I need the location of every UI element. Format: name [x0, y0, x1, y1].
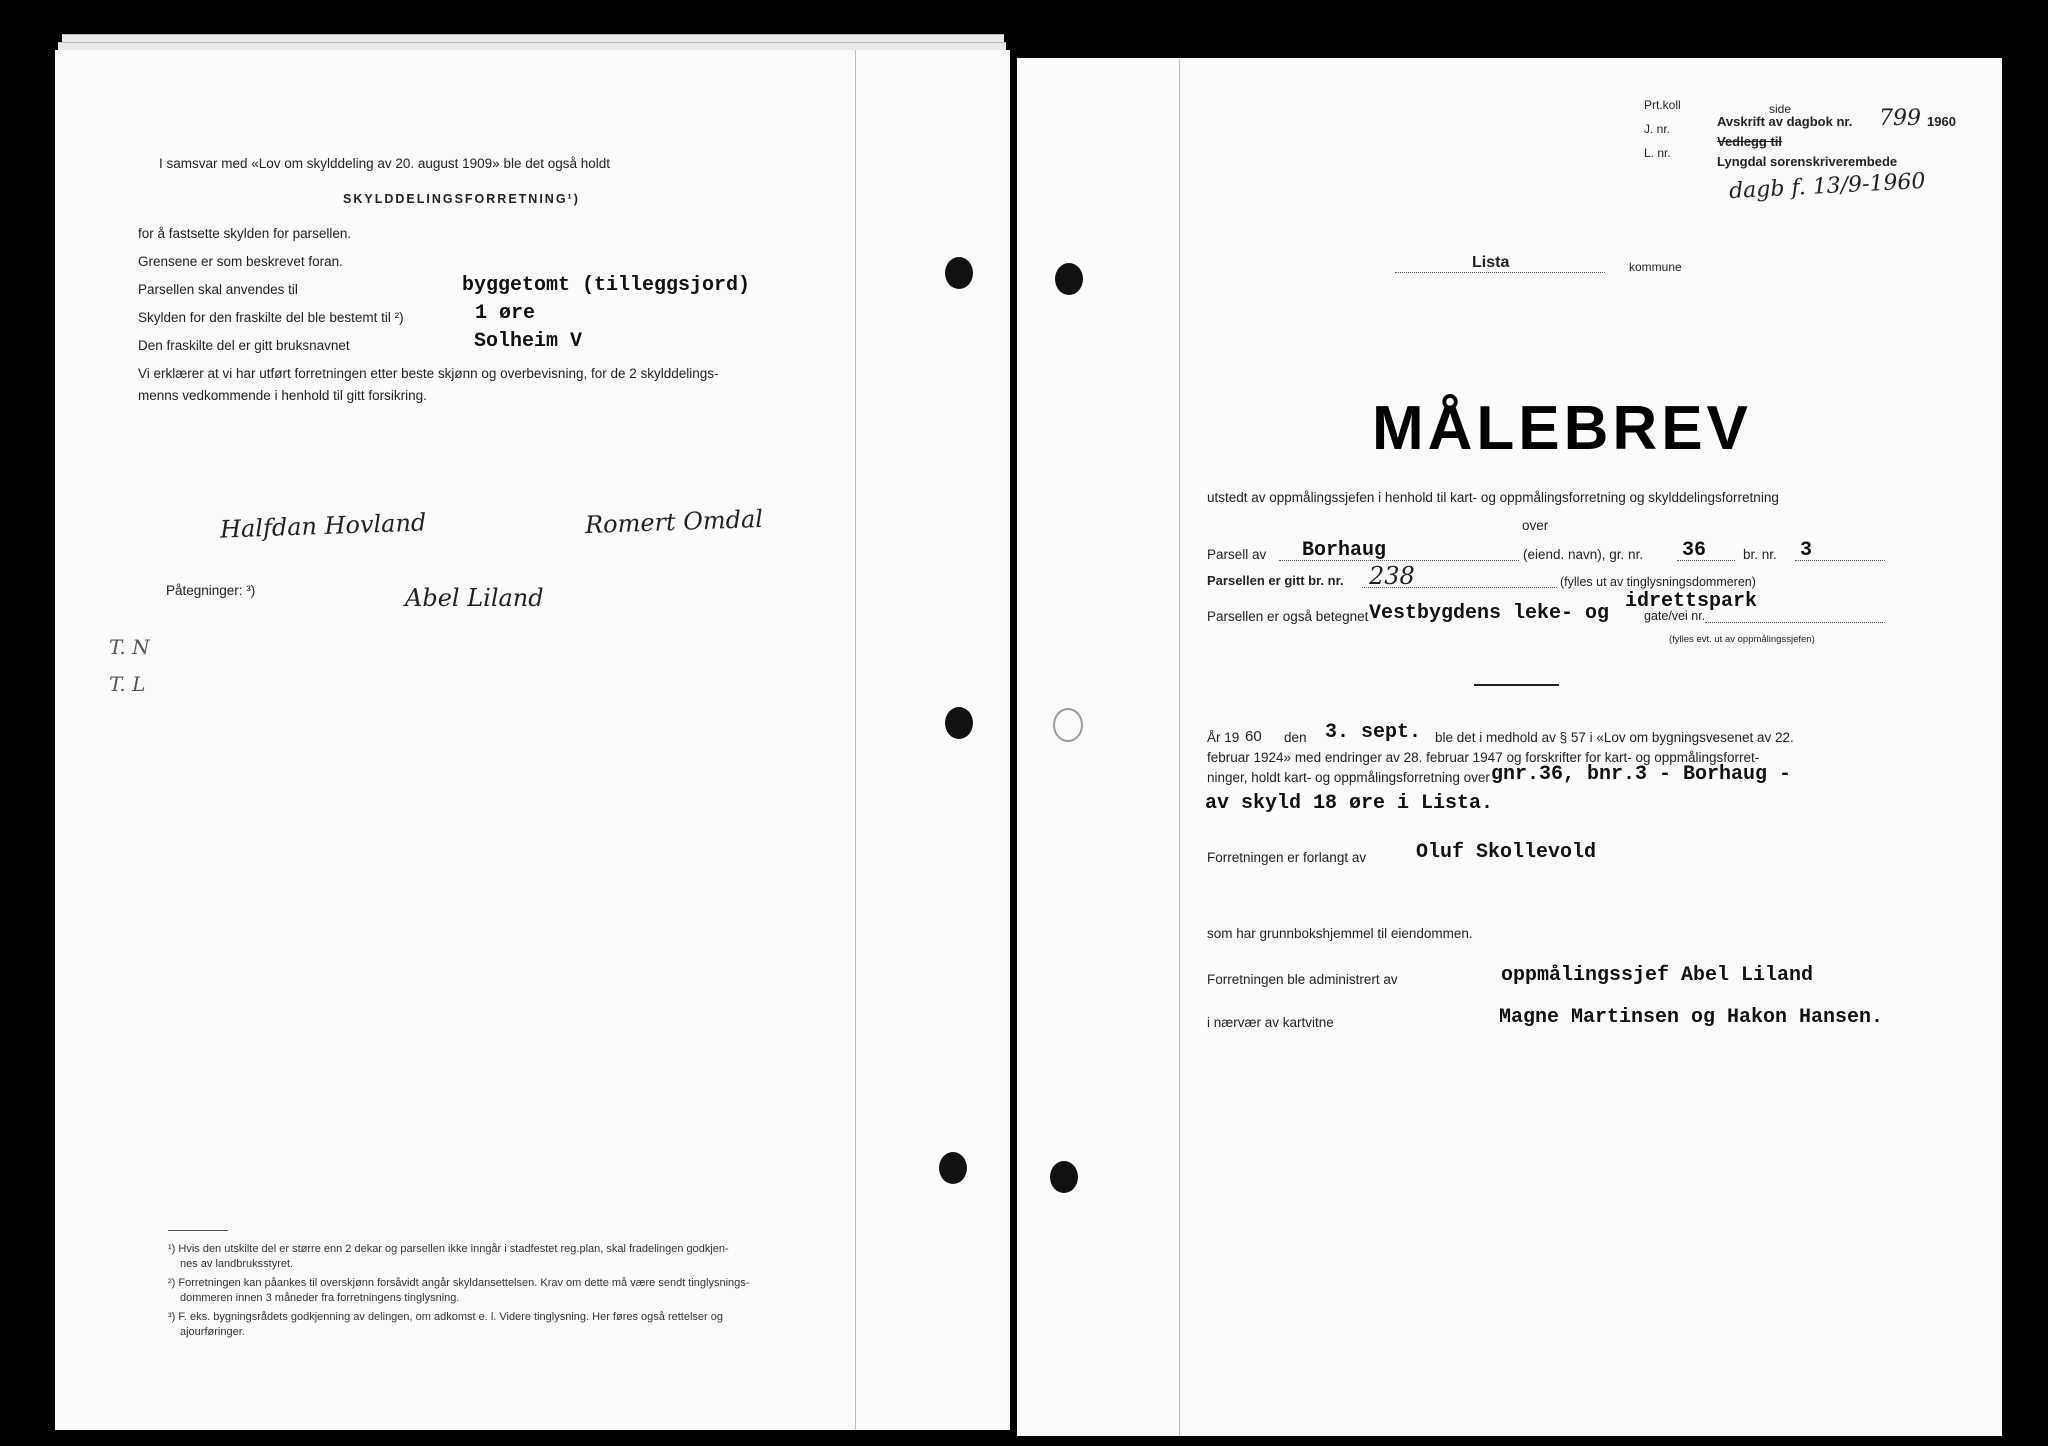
punch-hole	[939, 1152, 967, 1184]
footnote-3b: ajourføringer.	[180, 1326, 245, 1338]
stamp-line-1: Avskrift av dagbok nr.	[1717, 114, 1853, 129]
body-line-3-value: gnr.36, bnr.3 - Borhaug -	[1491, 763, 1792, 786]
administrert-value: oppmålingssjef Abel Liland	[1501, 964, 1814, 987]
intro-text: I samsvar med «Lov om skylddeling av 20. august 1909» ble det også holdt	[159, 156, 611, 171]
page-fold-line	[855, 50, 856, 1430]
line-fastsette: for å fastsette skylden for parsellen.	[138, 226, 352, 241]
paategninger-label: Påtegninger: ³)	[166, 583, 256, 598]
kommune-line	[1395, 272, 1605, 273]
anvendes-label: Parsellen skal anvendes til	[138, 282, 298, 297]
body-line-2: februar 1924» med endringer av 28. februar 1947 og forskrifter for kart- og oppmålingsforret-	[1207, 750, 1760, 765]
footnote-2b: dommeren innen 3 måneder fra forretningens tinglysning.	[180, 1292, 460, 1304]
stamp-line-3: Lyngdal sorenskriverembede	[1717, 154, 1898, 169]
ref-label-lnr: L. nr.	[1644, 146, 1671, 160]
page-fold-line	[1179, 58, 1180, 1436]
anvendes-value: byggetomt (tilleggsjord)	[462, 274, 751, 297]
kommune-value: Lista	[1469, 254, 1512, 272]
gate-note: (fylles evt. ut av oppmålingssjefen)	[1669, 634, 1815, 645]
betegnet-value: Vestbygdens leke- og	[1369, 602, 1610, 625]
aar-label: År 19	[1207, 730, 1240, 745]
body-line-1: ble det i medhold av § 57 i «Lov om bygningsvesenet av 22.	[1435, 730, 1794, 745]
footnote-1a: ¹) Hvis den utskilte del er større enn 2 dekar og parsellen ikke inngår i stadfestet reg.plan, skal fradelingen godkjen-	[168, 1243, 729, 1255]
gate-line	[1705, 622, 1885, 623]
dato-value: 3. sept.	[1325, 721, 1422, 744]
punch-hole	[1050, 1161, 1078, 1193]
kartvitne-value: Magne Martinsen og Hakon Hansen.	[1499, 1006, 1884, 1029]
stamp-side: side	[1769, 102, 1792, 116]
section-heading: SKYLDDELINGSFORRETNING¹)	[343, 192, 580, 206]
gitt-label: Parsellen er gitt br. nr.	[1207, 573, 1344, 588]
footnote-separator	[168, 1230, 228, 1231]
kartvitne-label: i nærvær av kartvitne	[1207, 1015, 1334, 1030]
den-label: den	[1284, 730, 1307, 745]
signature-2: Romert Omdal	[584, 504, 764, 540]
bruksnavn-value: Solheim V	[474, 330, 583, 353]
left-page	[55, 50, 1010, 1430]
betegnet-label: Parsellen er også betegnet	[1207, 609, 1369, 624]
br-nr-value: 3	[1800, 539, 1813, 562]
forlangt-label: Forretningen er forlangt av	[1207, 850, 1367, 865]
aar-value: 60	[1245, 728, 1262, 745]
signature-3: Abel Liland	[405, 584, 544, 612]
gr-nr-value: 36	[1682, 539, 1707, 562]
section-separator	[1474, 684, 1559, 686]
footnote-1b: nes av landbruksstyret.	[180, 1258, 294, 1270]
body-line-3: ninger, holdt kart- og oppmålingsforretning over	[1207, 770, 1490, 785]
grunnbok-text: som har grunnbokshjemmel til eiendommen.	[1207, 926, 1473, 941]
gitt-note: (fylles ut av tinglysningsdommeren)	[1560, 575, 1756, 589]
body-line-4-value: av skyld 18 øre i Lista.	[1205, 792, 1494, 815]
parsell-value: Borhaug	[1302, 539, 1387, 562]
right-page	[1017, 58, 2002, 1436]
footnote-3a: ³) F. eks. bygningsrådets godkjenning av delingen, om adkomst e. l. Videre tinglysning. Her føres også rettelser og	[168, 1311, 723, 1323]
parsell-label: Parsell av	[1207, 547, 1267, 562]
document-title: MÅLEBREV	[1372, 394, 1752, 463]
stamp-handwritten-date: dagb f. 13/9-1960	[1728, 168, 1927, 205]
stamp-dagbok-number: 799	[1879, 106, 1921, 131]
erklaering-line-1: Vi erklærer at vi har utført forretningen etter beste skjønn og overbevisning, for de 2 skylddelings-	[138, 366, 719, 381]
signature-1: Halfdan Hovland	[219, 508, 427, 544]
over-text: over	[1522, 518, 1549, 533]
punch-hole	[1055, 263, 1083, 295]
administrert-label: Forretningen ble administrert av	[1207, 972, 1398, 987]
footnote-2a: ²) Forretningen kan påankes til overskjønn forsåvidt angår skyldansettelsen. Krav om dette må være sendt tinglysnings-	[168, 1277, 750, 1289]
gate-label: gate/vei nr.	[1644, 609, 1706, 623]
betegnet-value-2: idrettspark	[1625, 590, 1758, 613]
margin-initials-2: T. L	[109, 672, 146, 696]
skyld-label: Skylden for den fraskilte del ble bestemt til ²)	[138, 310, 404, 325]
punch-hole	[945, 257, 973, 289]
bruksnavn-label: Den fraskilte del er gitt bruksnavnet	[138, 338, 350, 353]
stamp-year: 1960	[1927, 114, 1956, 129]
eiend-label: (eiend. navn), gr. nr.	[1523, 547, 1644, 562]
punch-hole-ring	[1053, 708, 1083, 742]
kommune-label: kommune	[1629, 260, 1682, 274]
line-grensene: Grensene er som beskrevet foran.	[138, 254, 343, 269]
skyld-value: 1 øre	[475, 302, 536, 325]
margin-initials-1: T. N	[109, 635, 150, 659]
br-nr-label: br. nr.	[1743, 547, 1777, 562]
forlangt-value: Oluf Skollevold	[1416, 841, 1597, 864]
erklaering-line-2: menns vedkommende i henhold til gitt forsikring.	[138, 388, 427, 403]
gitt-value: 238	[1369, 562, 1415, 590]
ref-label-prtkoll: Prt.koll	[1644, 98, 1681, 112]
stamp-line-2: Vedlegg til	[1717, 134, 1783, 149]
ref-label-jnr: J. nr.	[1644, 122, 1671, 136]
utstedt-text: utstedt av oppmålingssjefen i henhold til kart- og oppmålingsforretning og skylddelingsforretning	[1207, 490, 1779, 505]
punch-hole	[945, 707, 973, 739]
